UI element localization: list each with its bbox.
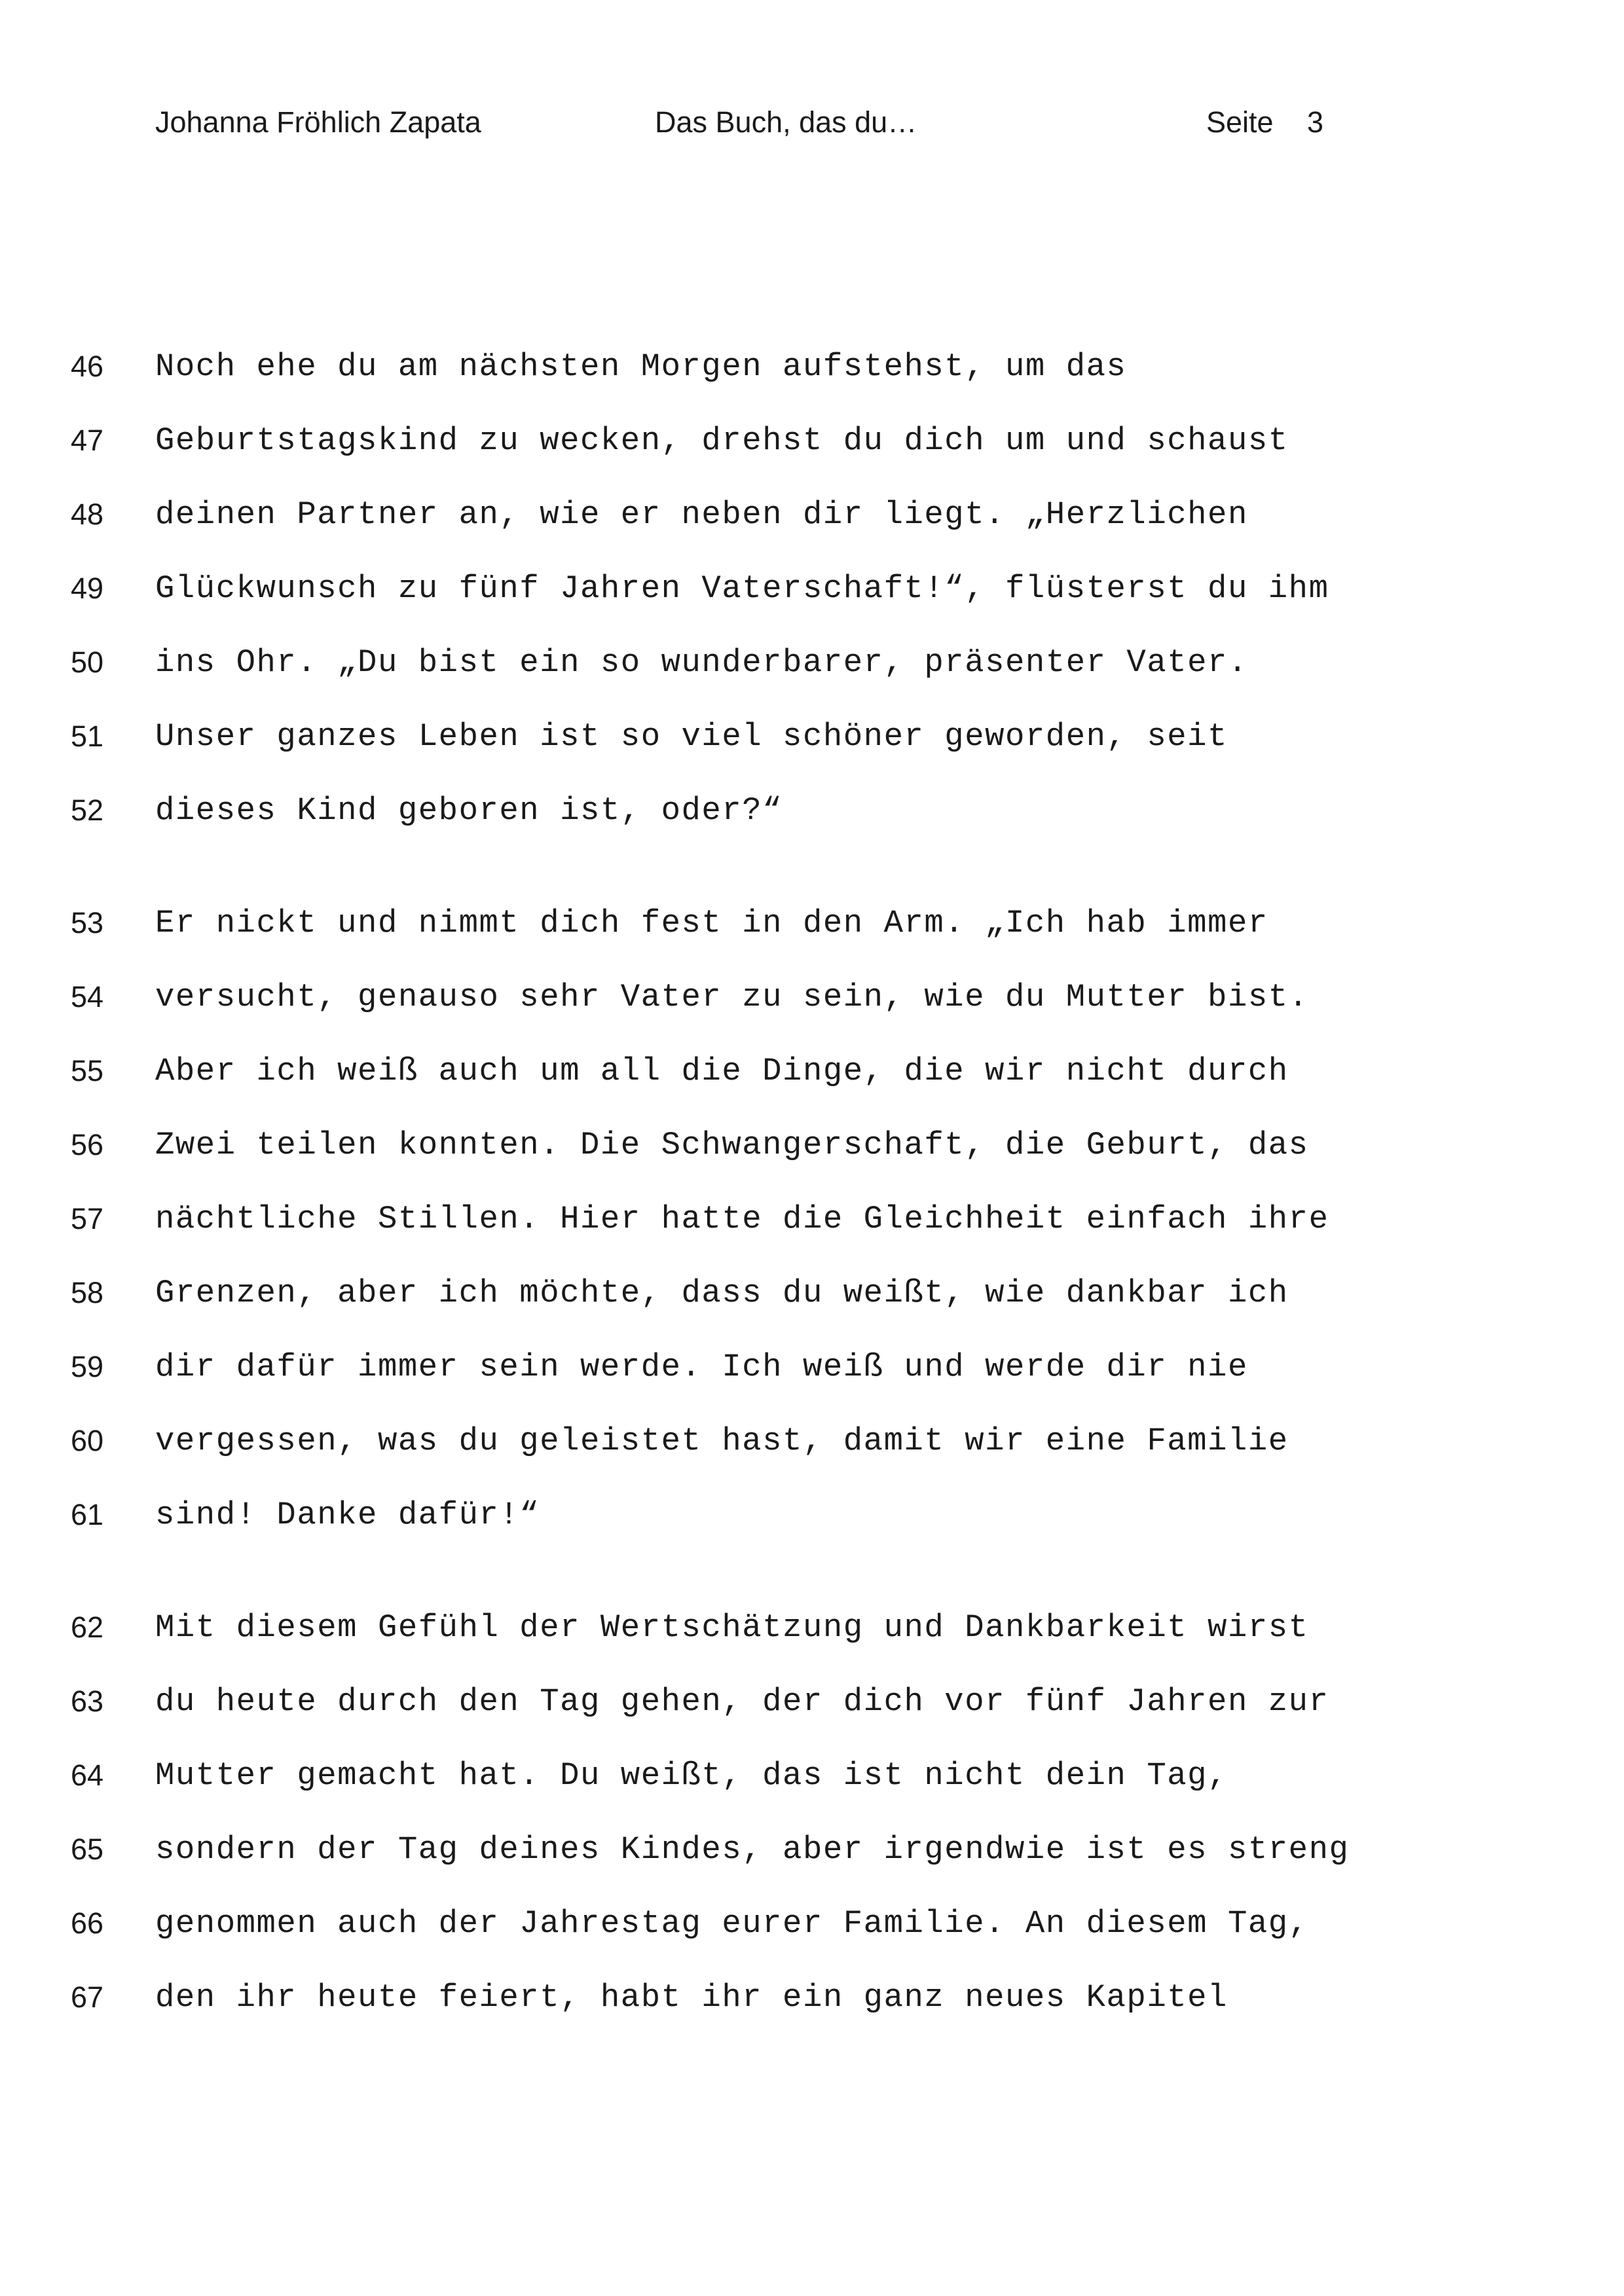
line-text: versucht, genauso sehr Vater zu sein, wie du Mutter bist.	[155, 979, 1309, 1015]
header-title: Das Buch, das du…	[655, 105, 917, 139]
text-line	[0, 1415, 1624, 1467]
line-number: 47	[71, 424, 104, 457]
text-line	[0, 1971, 1624, 2024]
text-line	[0, 340, 1624, 393]
text-line	[0, 1749, 1624, 1802]
line-number: 49	[71, 572, 104, 605]
header-page-number: 3	[1307, 105, 1324, 139]
line-text: Noch ehe du am nächsten Morgen aufstehst, um das	[155, 348, 1127, 385]
line-text: dir dafür immer sein werde. Ich weiß und werde dir nie	[155, 1349, 1248, 1385]
text-line	[0, 1193, 1624, 1245]
text-line	[0, 1489, 1624, 1541]
line-number: 64	[71, 1758, 104, 1792]
text-line	[0, 1675, 1624, 1728]
line-text: ins Ohr. „Du bist ein so wunderbarer, präsenter Vater.	[155, 644, 1248, 681]
text-line	[0, 414, 1624, 467]
line-text: du heute durch den Tag gehen, der dich vor fünf Jahren zur	[155, 1683, 1329, 1720]
line-number: 65	[71, 1832, 104, 1866]
line-number: 66	[71, 1906, 104, 1940]
line-text: sind! Danke dafür!“	[155, 1497, 540, 1533]
line-number: 53	[71, 906, 104, 939]
text-line	[0, 710, 1624, 763]
text-line	[0, 1341, 1624, 1393]
line-text: deinen Partner an, wie er neben dir liegt. „Herzlichen	[155, 496, 1248, 533]
line-number: 63	[71, 1685, 104, 1718]
text-line	[0, 784, 1624, 837]
header-page-label: Seite	[1206, 105, 1274, 139]
line-number: 50	[71, 646, 104, 679]
line-text: Aber ich weiß auch um all die Dinge, die wir nicht durch	[155, 1053, 1289, 1089]
line-text: nächtliche Stillen. Hier hatte die Gleichheit einfach ihre	[155, 1201, 1329, 1237]
text-line	[0, 1897, 1624, 1950]
line-number: 55	[71, 1054, 104, 1087]
text-line	[0, 488, 1624, 541]
text-line	[0, 1119, 1624, 1171]
line-text: vergessen, was du geleistet hast, damit wir eine Familie	[155, 1423, 1289, 1459]
text-line	[0, 636, 1624, 689]
line-text: dieses Kind geboren ist, oder?“	[155, 792, 783, 829]
line-number: 61	[71, 1498, 104, 1531]
text-line	[0, 971, 1624, 1023]
line-number: 58	[71, 1276, 104, 1309]
line-number: 57	[71, 1202, 104, 1235]
line-text: Unser ganzes Leben ist so viel schöner geworden, seit	[155, 718, 1228, 755]
text-line	[0, 1267, 1624, 1319]
line-number: 48	[71, 498, 104, 531]
line-number: 51	[71, 720, 104, 753]
line-number: 56	[71, 1128, 104, 1161]
line-number: 60	[71, 1424, 104, 1457]
line-text: Zwei teilen konnten. Die Schwangerschaft, die Geburt, das	[155, 1127, 1309, 1163]
line-text: Mutter gemacht hat. Du weißt, das ist nicht dein Tag,	[155, 1757, 1228, 1794]
line-number: 59	[71, 1350, 104, 1383]
text-line	[0, 897, 1624, 949]
line-text: Er nickt und nimmt dich fest in den Arm. „Ich hab immer	[155, 905, 1268, 941]
text-line	[0, 1601, 1624, 1654]
line-number: 52	[71, 793, 104, 827]
line-text: sondern der Tag deines Kindes, aber irgendwie ist es streng	[155, 1831, 1350, 1868]
line-text: Mit diesem Gefühl der Wertschätzung und Dankbarkeit wirst	[155, 1609, 1309, 1646]
text-line	[0, 1823, 1624, 1876]
line-text: genommen auch der Jahrestag eurer Familie. An diesem Tag,	[155, 1905, 1309, 1942]
line-number: 54	[71, 980, 104, 1013]
line-number: 46	[71, 350, 104, 383]
line-text: Glückwunsch zu fünf Jahren Vaterschaft!“, flüsterst du ihm	[155, 570, 1329, 607]
text-line	[0, 562, 1624, 615]
line-number: 67	[71, 1980, 104, 2014]
line-text: den ihr heute feiert, habt ihr ein ganz neues Kapitel	[155, 1979, 1228, 2016]
header-author: Johanna Fröhlich Zapata	[155, 105, 481, 139]
line-text: Grenzen, aber ich möchte, dass du weißt, wie dankbar ich	[155, 1275, 1289, 1311]
text-line	[0, 1045, 1624, 1097]
line-text: Geburtstagskind zu wecken, drehst du dich um und schaust	[155, 422, 1289, 459]
line-number: 62	[71, 1611, 104, 1644]
